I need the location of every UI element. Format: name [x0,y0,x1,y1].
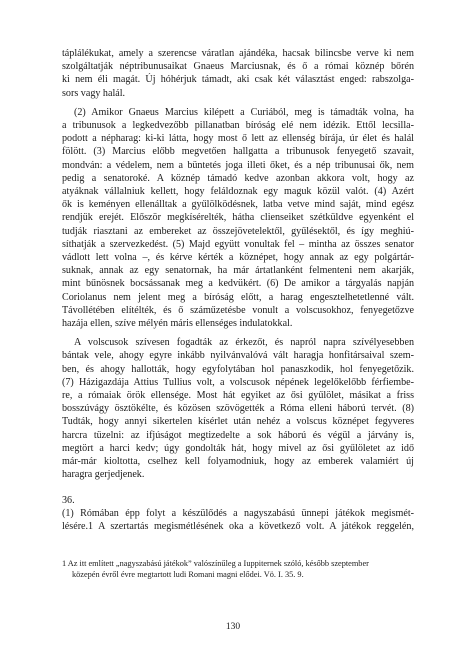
text-line: suknak, annak az egy senatornak, ha már ártatlanként felmenteni nem akarják, [62,265,414,277]
page-number: 130 [225,622,241,632]
main-text [62,47,414,533]
paragraph-4 [62,507,414,533]
text-line: már-már kioltotta, cselhez kell folyamodniuk, hogy az emberek valamiért új [62,456,414,468]
text-line: haragra gerjedjenek. [62,469,145,481]
text-line: Távollétében elítélték, és ő száműzetésbe vonult a volscusokhoz, fenyegetőzve [62,304,414,316]
footnote-line: 1 Az itt említett „nagyszabású játékok” valószínűleg a Iuppiternek szóló, később szeptember [62,559,369,568]
text-line: ők is keményen ellenálltak a gyűlölködésnek, latba vetve mind saját, mind egész [62,199,414,211]
text-line: (1) Rómában épp folyt a készülődés a nagyszabású ünnepi játékok megismét- [62,507,414,519]
paragraph-1 [62,47,414,100]
text-line: ki nem éli magát. Új hóhérjuk támadt, aki csak két választást enged: rabszolga- [62,74,414,86]
text-line: (2) Amikor Gnaeus Marcius kilépett a Curiából, meg is támadták volna, ha [74,106,414,118]
section-number: 36. [62,494,75,506]
text-line: vádlott lett volna –, és kérve kérték a köznépet, hogy annak az egy polgártár- [62,252,414,264]
text-line: podott a népharag: ki-ki látta, hogy most ő lett az ellenség bírája, úr élet és halál [62,133,414,145]
text-line: síthatják a szervezkedést. (5) Majd együtt vonultak fel – mintha az összes senator [62,238,414,250]
paragraph-3 [62,336,414,481]
text-line: sors vagy halál. [62,87,126,99]
text-line: Coriolanus nem jelent meg a bíróság előtt, a harag engesztelhetetlenné vált. [62,291,414,303]
text-line: rendjük erejét. Először megkísérelték, hátha clienseiket szétküldve egyenként el [62,212,414,224]
footnotes [62,558,414,580]
text-line: bántak vele, ahogy egyre inkább nyilvánvalóvá vált haragja honfitársaival szem- [62,350,414,362]
text-line: táplálékukat, amely a szerencse váratlan ajándéka, hacsak bilincsbe verve ki nem [62,48,414,59]
text-line: mondván: a védelem, nem a büntetés joga illeti őket, és a nép tribunusai ők, nem [62,159,414,171]
text-line: re, a rómaiak örök ellensége. Most hát egyiket az ősi gyűlölet, másikat a friss [62,390,414,402]
footnote-line: közepén évről évre megtartott ludi Romani magni elődei. Vö. I. 35. 9. [72,570,304,579]
text-line: a tribunusok a legkedvezőbb pillanatban bíróság elé nem idézik. Ettől lecsilla- [62,120,414,132]
text-line: fölött. (3) Marcius előbb megvetően hallgatta a tribunusok fenyegető szavait, [62,146,414,158]
paragraph-2 [62,106,414,330]
text-line: pedig a senatoroké. A köznép támadó kedve azonban akkora volt, hogy az [62,172,414,184]
text-line: Tudták, hogy annyi sikertelen kísérlet után nehéz a volscus köznépet fegyveres [62,416,414,428]
text-line: hazája ellen, szíve mélyén máris ellenséges indulatokkal. [62,318,293,330]
text-line: bosszúvágy ösztökélte, és közösen szövögették a Róma elleni háború tervét. (8) [62,403,414,415]
text-line: mint bűnösnek bocsássanak meg a kedvükért. (6) De amikor a tárgyalás napján [62,278,414,290]
text-line: szolgáltatják néptribunusaikat Gnaeus Marciusnak, és ő a római köznép bőrén [62,61,414,73]
text-line: harcra tüzelni: az ifjúságot megtizedelte a sok háború és végül a járvány is, [62,429,414,441]
text-line: (7) Házigazdája Attius Tullius volt, a volscusok népének legelőkelőbb férfiembe- [62,376,414,388]
text-line: lésére.1 A szertartás megismétlésének oka a következő volt. A játékok reggelén, [62,520,414,532]
text-line: atyáknak vállalniuk kellett, hogy feláldoznak egy maguk közül valót. (4) Azért [62,186,414,198]
text-line: megtört a harci kedv; úgy gondolták hát, hogy mivel az ősi gyűlöletet az idő [62,442,414,454]
text-line: tudják riasztani az embereket az összejövetelektől, gyűlésektől, és így meghiú- [62,225,414,237]
text-line: ben, és ahogy hallották, hogy egyfolytában hol panaszkodik, hol fenyegetőzik. [62,363,414,375]
text-line: A volscusok szívesen fogadták az érkezőt, és napról napra szívélyesebben [74,337,414,349]
